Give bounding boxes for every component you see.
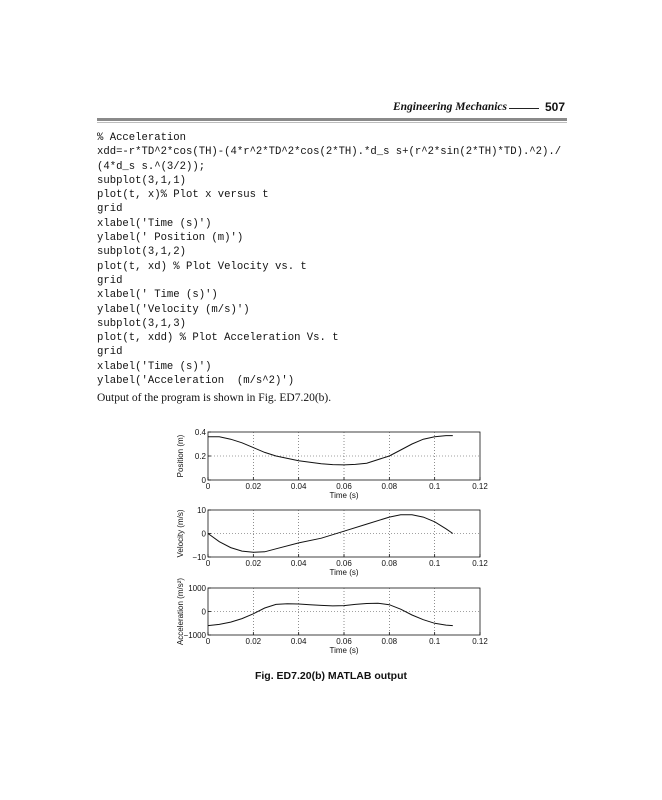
body-paragraph: Output of the program is shown in Fig. ED7.20(b).: [97, 392, 332, 404]
y-tick-label: 10: [197, 506, 206, 515]
code-line: grid: [97, 274, 123, 287]
y-tick-label: 0: [201, 476, 206, 485]
x-tick-label: 0.1: [429, 482, 441, 491]
figure-caption: Fig. ED7.20(b) MATLAB output: [254, 670, 408, 682]
y-tick-label: 1000: [188, 584, 206, 593]
x-tick-label: 0.04: [290, 482, 307, 491]
y-tick-label: −10: [192, 553, 206, 562]
code-line: plot(t, xd) % Plot Velocity vs. t: [97, 260, 307, 273]
code-line: xlabel(' Time (s)'): [97, 289, 218, 302]
code-line: ylabel(' Position (m)'): [97, 232, 244, 245]
code-line: ylabel('Velocity (m/s)'): [97, 303, 250, 316]
x-axis-label: Time (s): [329, 646, 359, 655]
header-rule-thin: [97, 122, 567, 123]
x-tick-label: 0.02: [245, 559, 262, 568]
x-axis-label: Time (s): [329, 491, 359, 500]
code-line: grid: [97, 346, 123, 359]
x-tick-label: 0.08: [381, 559, 398, 568]
code-line: (4*d_s s.^(3/2));: [97, 160, 206, 173]
x-tick-label: 0.08: [381, 482, 398, 491]
header-dash: [509, 108, 539, 109]
x-tick-label: 0.04: [290, 559, 307, 568]
x-tick-label: 0.02: [245, 482, 262, 491]
code-line: xlabel('Time (s)'): [97, 217, 212, 230]
code-line: xdd=-r*TD^2*cos(TH)-(4*r^2*TD^2*cos(2*TH).*d_s s+(r^2*sin(2*TH)*TD).^2)./: [97, 146, 562, 159]
running-header: [97, 101, 567, 115]
x-tick-label: 0: [205, 482, 211, 491]
x-tick-label: 0.04: [290, 637, 307, 646]
x-tick-label: 0.1: [429, 637, 441, 646]
code-line: % Acceleration: [97, 132, 187, 144]
code-line: subplot(3,1,3): [97, 317, 187, 330]
code-line: plot(t, x)% Plot x versus t: [97, 189, 269, 202]
x-axis-label: Time (s): [329, 568, 359, 577]
y-tick-label: 0.2: [194, 452, 206, 461]
y-tick-label: 0: [201, 607, 206, 617]
matlab-figure: [160, 420, 500, 665]
x-tick-label: 0.06: [336, 482, 352, 491]
code-line: xlabel('Time (s)'): [97, 360, 212, 373]
x-tick-label: 0.06: [336, 559, 352, 568]
x-tick-label: 0.12: [472, 482, 488, 491]
code-line: ylabel('Acceleration (m/s^2)'): [97, 375, 295, 388]
code-listing: [97, 131, 577, 388]
y-axis-label: Acceleration (m/s²): [176, 577, 185, 646]
code-line: plot(t, xdd) % Plot Acceleration Vs. t: [97, 332, 339, 345]
code-line: grid: [97, 203, 123, 216]
y-tick-label: 0: [201, 529, 206, 539]
x-tick-label: 0.1: [429, 559, 441, 568]
running-title: Engineering Mechanics: [392, 101, 507, 113]
code-line: subplot(3,1,2): [97, 246, 187, 259]
x-tick-label: 0.08: [381, 637, 398, 646]
header-rule: [97, 118, 567, 121]
y-tick-label: −1000: [183, 631, 206, 640]
page-number: 507: [544, 100, 565, 114]
y-tick-label: 0.4: [194, 428, 206, 437]
x-tick-label: 0: [205, 637, 211, 646]
x-tick-label: 0: [205, 559, 211, 568]
x-tick-label: 0.12: [472, 559, 488, 568]
x-tick-label: 0.02: [245, 637, 262, 646]
x-tick-label: 0.12: [472, 637, 488, 646]
y-axis-label: Position (m): [176, 434, 185, 478]
x-tick-label: 0.06: [336, 637, 352, 646]
code-line: subplot(3,1,1): [97, 174, 187, 187]
y-axis-label: Velocity (m/s): [176, 509, 185, 558]
